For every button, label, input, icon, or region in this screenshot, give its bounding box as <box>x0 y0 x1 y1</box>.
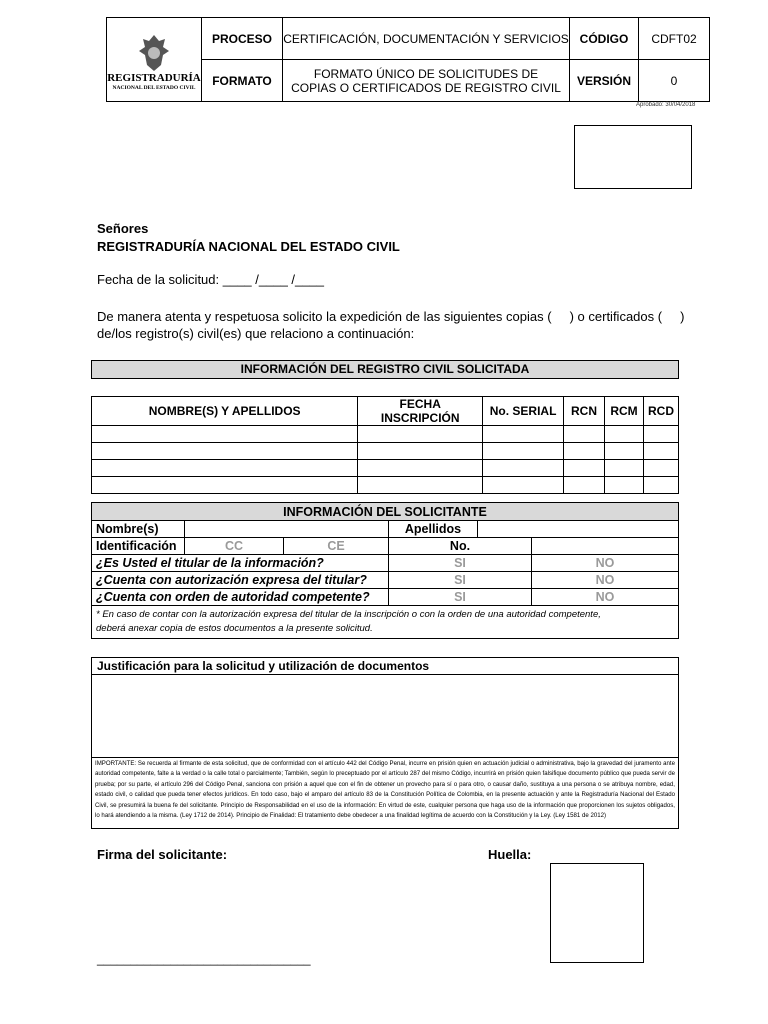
col-nombres: NOMBRE(S) Y APELLIDOS <box>92 397 358 426</box>
col-rcn: RCN <box>564 397 605 426</box>
request-line2: de/los registro(s) civil(es) que relaciono a continuación: <box>97 326 415 341</box>
version-value: 0 <box>639 60 710 102</box>
q1-label: ¿Es Usted el titular de la información? <box>92 555 389 572</box>
justificacion-box <box>91 657 679 829</box>
salutation: Señores <box>97 221 149 236</box>
important-notice <box>92 757 678 821</box>
important-text: IMPORTANTE: Se recuerda al firmante de esta solicitud, que de conformidad con el artículo 442 del Código Penal, incurre en prisión quien en actuación judicial o administrativa, bajo la gravedad del juramento ante autoridad competente, falte a la verdad o la calle total o parcialmente; También, según lo preceptuado por el artículo 287 del mismo Código, incurrirá en prisión quien falsifique documento público que pueda servir de prueba; por su parte, el artículo 296 del Código Penal, sanciona con prisión a aquel que con el fin de obtener un provecho para sí o para otro, o causar daño, sustituya a una persona o se atribuya nombre, edad, estado civil, o calidad que pueda tener efectos jurídicos. En todo caso, bajo el amparo del artículo 83 de la Constitución Política de Colombia, en la presente actuación y ante la Registraduría Nacional del Estado Civil, se presumirá la buena fe del solicitante. Principio de Responsabilidad en el uso de la información: En virtud de este, cualquier persona que haga uso de la información que proporcionen los sujetos obligados, lo hará atendiendo a la misma. (Ley 1712 de 2014). Principio de Finalidad: El tratamiento debe obedecer a una finalidad legítima de acuerdo con la Constitución y la Ley. (Ley 1581 de 2012) <box>95 760 675 820</box>
aprobado-date: Aprobado: 30/04/2018 <box>636 102 696 108</box>
col-fecha: FECHA INSCRIPCIÓN <box>358 397 483 426</box>
table-row[interactable] <box>92 477 679 494</box>
solicitante-table <box>91 502 679 639</box>
col-rcm: RCM <box>604 397 643 426</box>
q2-si[interactable]: SI <box>389 572 532 589</box>
q2-no[interactable]: NO <box>532 572 679 589</box>
identificacion-label: Identificación <box>92 538 185 555</box>
ce-option[interactable]: CE <box>284 538 389 555</box>
registro-title: INFORMACIÓN DEL REGISTRO CIVIL SOLICITADA <box>91 360 679 379</box>
no-label: No. <box>389 538 532 555</box>
fecha-solicitud: Fecha de la solicitud: ____ /____ /____ <box>97 272 324 287</box>
q3-no[interactable]: NO <box>532 589 679 606</box>
recipient: REGISTRADURÍA NACIONAL DEL ESTADO CIVIL <box>97 239 400 254</box>
apellidos-label: Apellidos <box>389 521 478 538</box>
registro-table <box>91 396 679 494</box>
header-table <box>106 17 710 102</box>
justificacion-title: Justificación para la solicitud y utilización de documentos <box>92 658 678 675</box>
request-line1: De manera atenta y respetuosa solicito la expedición de las siguientes copias ( ) o certificados ( ) <box>97 309 685 324</box>
proceso-label: PROCESO <box>202 18 283 60</box>
logo-sub-text: NACIONAL DEL ESTADO CIVIL <box>112 85 196 91</box>
logo-cell <box>107 18 202 102</box>
justificacion-field[interactable] <box>92 675 678 757</box>
note-line2: deberá anexar copia de estos documentos a la presente solicitud. <box>96 623 373 634</box>
signature-line[interactable]: ________________________________ <box>97 952 311 966</box>
note-line1: * En caso de contar con la autorización expresa del titular de la inscripción o con la orden de una autoridad competente, <box>96 609 601 620</box>
formato-label: FORMATO <box>202 60 283 102</box>
logo-main-text: REGISTRADURÍA <box>107 72 201 84</box>
fingerprint-box[interactable] <box>550 863 644 963</box>
codigo-label: CÓDIGO <box>570 18 639 60</box>
id-number-field[interactable] <box>532 538 679 555</box>
q1-no[interactable]: NO <box>532 555 679 572</box>
coat-of-arms-icon <box>135 33 173 73</box>
registro-header-row <box>92 397 679 426</box>
col-rcd: RCD <box>644 397 679 426</box>
huella-label: Huella: <box>488 847 532 862</box>
formato-line2: COPIAS O CERTIFICADOS DE REGISTRO CIVIL <box>291 80 561 95</box>
formato-value <box>283 60 570 102</box>
solicitante-note <box>92 606 679 639</box>
apellidos-field[interactable] <box>478 521 679 538</box>
cc-option[interactable]: CC <box>185 538 284 555</box>
table-row[interactable] <box>92 426 679 443</box>
col-serial: No. SERIAL <box>483 397 564 426</box>
table-row[interactable] <box>92 460 679 477</box>
q3-label: ¿Cuenta con orden de autoridad competente? <box>92 589 389 606</box>
nombre-label: Nombre(s) <box>92 521 185 538</box>
table-row[interactable] <box>92 443 679 460</box>
q3-si[interactable]: SI <box>389 589 532 606</box>
codigo-value: CDFT02 <box>639 18 710 60</box>
version-label: VERSIÓN <box>570 60 639 102</box>
solicitante-title: INFORMACIÓN DEL SOLICITANTE <box>92 503 679 521</box>
q2-label: ¿Cuenta con autorización expresa del titular? <box>92 572 389 589</box>
formato-line1: FORMATO ÚNICO DE SOLICITUDES DE <box>313 66 539 81</box>
q1-si[interactable]: SI <box>389 555 532 572</box>
firma-label: Firma del solicitante: <box>97 847 228 862</box>
stamp-box <box>574 125 692 189</box>
proceso-value: CERTIFICACIÓN, DOCUMENTACIÓN Y SERVICIOS <box>283 18 570 60</box>
nombre-field[interactable] <box>185 521 389 538</box>
